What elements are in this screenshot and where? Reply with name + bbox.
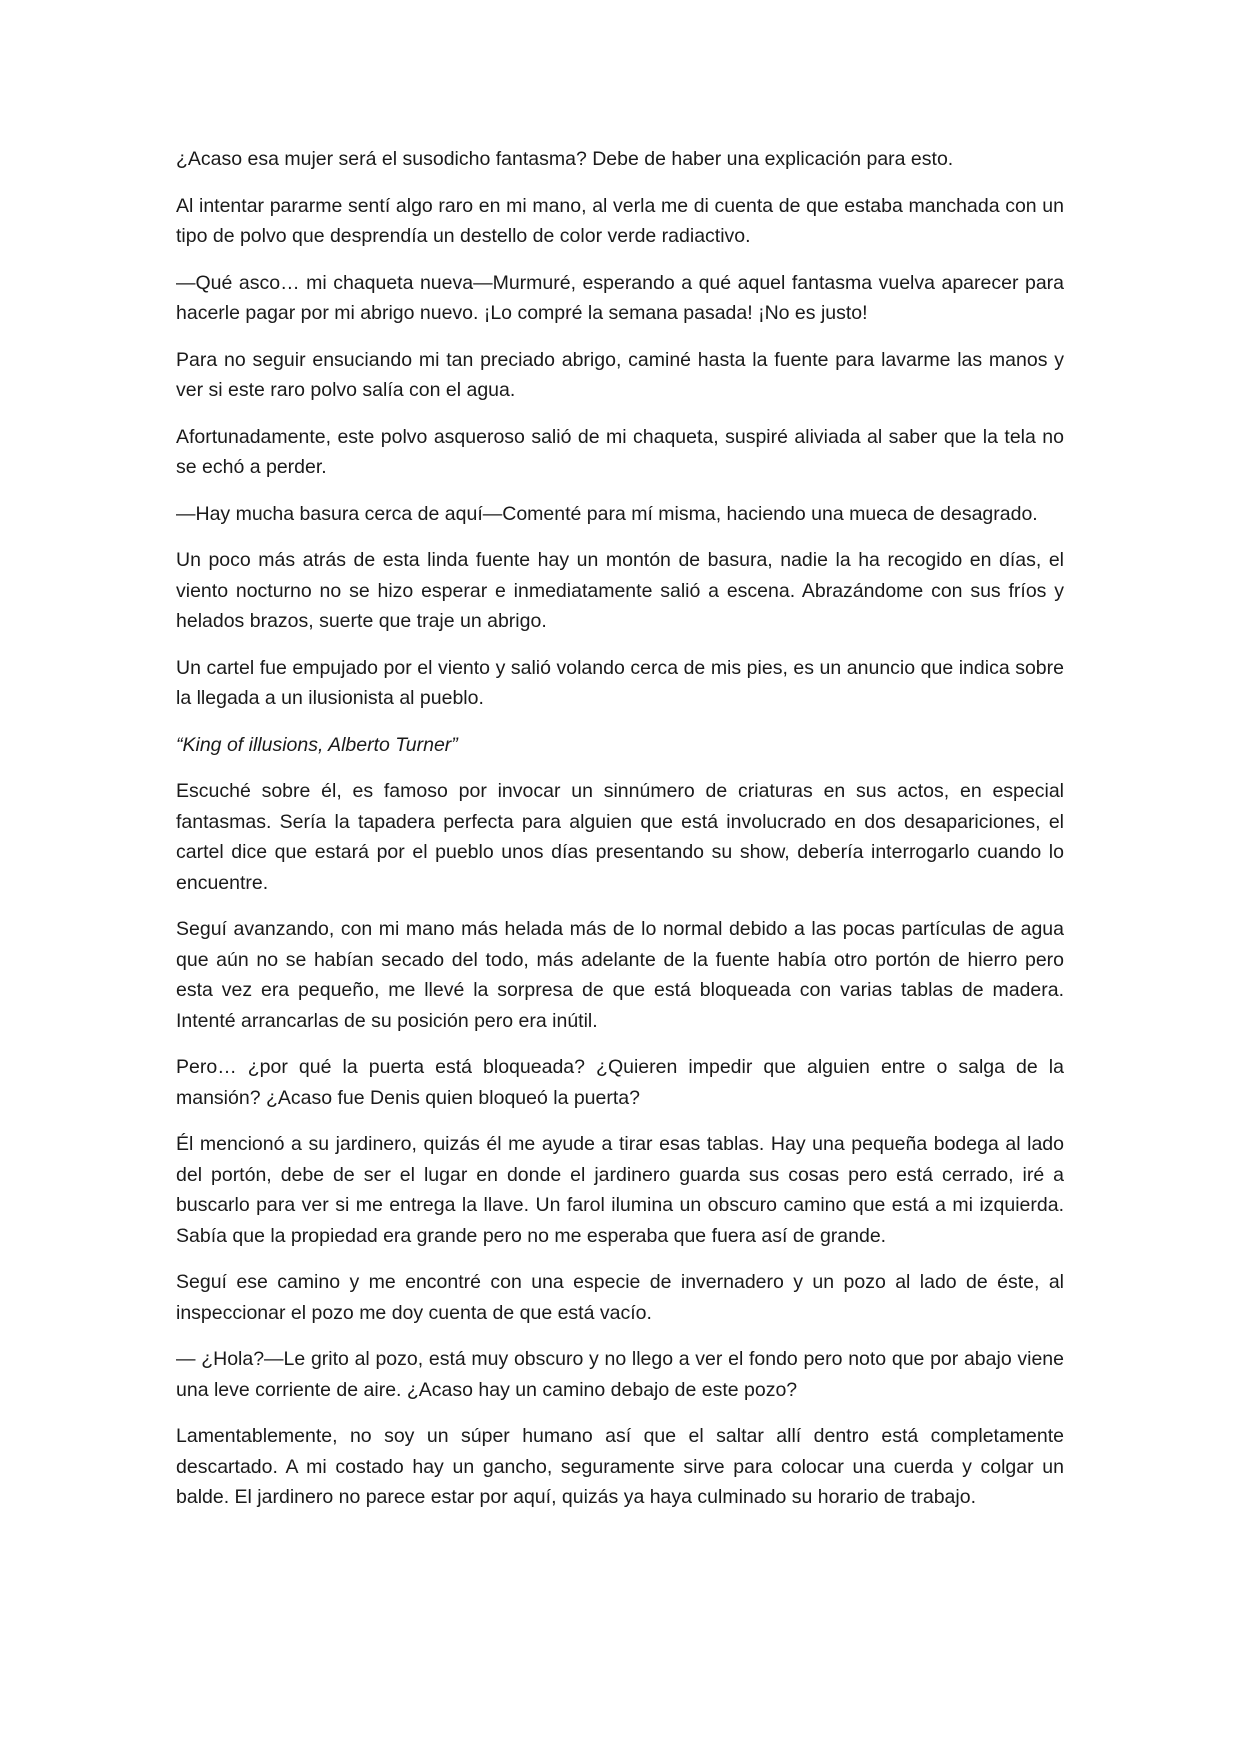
paragraph: Para no seguir ensuciando mi tan preciado abrigo, caminé hasta la fuente para lavarme las manos y ver si este raro polvo salía con el agua. [176,348,1064,401]
paragraph: Al intentar pararme sentí algo raro en mi mano, al verla me di cuenta de que estaba manchada con un tipo de polvo que desprendía un destello de color verde radiactivo. [176,194,1064,247]
paragraph: —Hay mucha basura cerca de aquí—Comenté para mí misma, haciendo una mueca de desagrado. [176,502,1038,525]
paragraph: Pero… ¿por qué la puerta está bloqueada? ¿Quieren impedir que alguien entre o salga de la mansión? ¿Acaso fue Denis quien bloqueó la puerta? [176,1056,1064,1109]
document-page [176,144,1064,1529]
paragraph: Seguí avanzando, con mi mano más helada más de lo normal debido a las pocas partículas de agua que aún no se habían secado del todo, más adelante de la fuente había otro portón de hierro pero esta vez era pequeño, me llevé la sorpresa de que está bloqueada con varias tablas de madera. Intenté arrancarlas de su posición pero era inútil. [176,918,1064,1032]
paragraph: Lamentablemente, no soy un súper humano así que el saltar allí dentro está completamente descartado. A mi costado hay un gancho, seguramente sirve para colocar una cuerda y colgar un balde. El jardinero no parece estar por aquí, quizás ya haya culminado su horario de trabajo. [176,1425,1064,1508]
paragraph: —Qué asco… mi chaqueta nueva—Murmuré, esperando a qué aquel fantasma vuelva aparecer para hacerle pagar por mi abrigo nuevo. ¡Lo compré la semana pasada! ¡No es justo! [176,271,1064,324]
paragraph: Un cartel fue empujado por el viento y salió volando cerca de mis pies, es un anuncio que indica sobre la llegada a un ilusionista al pueblo. [176,656,1064,709]
poster-quote: “King of illusions, Alberto Turner” [176,733,458,756]
paragraph: Él mencionó a su jardinero, quizás él me ayude a tirar esas tablas. Hay una pequeña bodega al lado del portón, debe de ser el lugar en donde el jardinero guarda sus cosas pero está cerrado, iré a buscarlo para ver si me entrega la llave. Un farol ilumina un obscuro camino que está a mi izquierda. Sabía que la propiedad era grande pero no me esperaba que fuera así de grande. [176,1133,1064,1247]
paragraph: Seguí ese camino y me encontré con una especie de invernadero y un pozo al lado de éste, al inspeccionar el pozo me doy cuenta de que está vacío. [176,1271,1064,1324]
paragraph: Afortunadamente, este polvo asqueroso salió de mi chaqueta, suspiré aliviada al saber que la tela no se echó a perder. [176,425,1064,478]
paragraph: ¿Acaso esa mujer será el susodicho fantasma? Debe de haber una explicación para esto. [176,148,954,170]
paragraph: Un poco más atrás de esta linda fuente hay un montón de basura, nadie la ha recogido en días, el viento nocturno no se hizo esperar e inmediatamente salió a escena. Abrazándome con sus fríos y helados brazos, suerte que traje un abrigo. [176,549,1064,632]
paragraph: — ¿Hola?—Le grito al pozo, está muy obscuro y no llego a ver el fondo pero noto que por abajo viene una leve corriente de aire. ¿Acaso hay un camino debajo de este pozo? [176,1348,1064,1401]
paragraph: Escuché sobre él, es famoso por invocar un sinnúmero de criaturas en sus actos, en especial fantasmas. Sería la tapadera perfecta para alguien que está involucrado en dos desapariciones, el cartel dice que estará por el pueblo unos días presentando su show, debería interrogarlo cuando lo encuentre. [176,780,1064,894]
